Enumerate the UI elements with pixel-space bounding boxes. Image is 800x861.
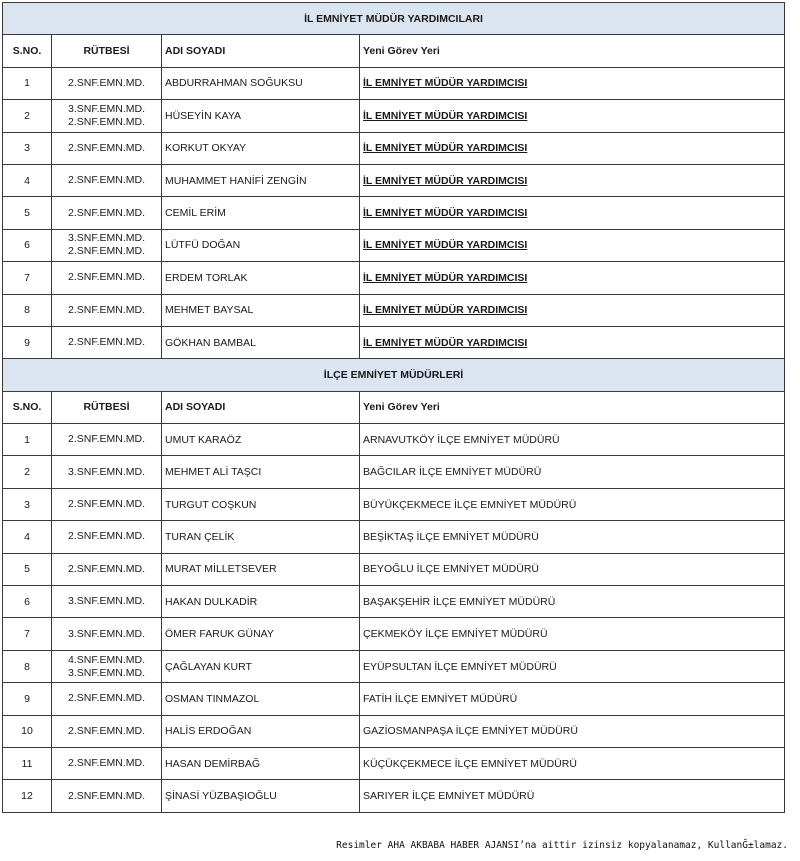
rank-cell <box>52 197 162 229</box>
column-header-row <box>3 35 785 67</box>
serial-number-cell: 7 <box>3 618 52 650</box>
rank-line: 2.SNF.EMN.MD. <box>67 245 145 258</box>
table-row <box>3 521 785 553</box>
new-post-cell: BAĞCILAR İLÇE EMNİYET MÜDÜRÜ <box>360 456 785 488</box>
header-destination: Yeni Görev Yeri <box>360 391 785 423</box>
rank-cell <box>52 67 162 99</box>
rank-line: 2.SNF.EMN.MD. <box>67 115 145 128</box>
section-title-row <box>3 359 785 391</box>
column-header-row <box>3 391 785 423</box>
full-name-cell: HAKAN DULKADİR <box>162 586 360 618</box>
rank-line: 2.SNF.EMN.MD. <box>67 174 145 187</box>
serial-number-cell: 2 <box>3 100 52 132</box>
table-row <box>3 488 785 520</box>
rank-cell <box>52 650 162 682</box>
full-name-cell: ERDEM TORLAK <box>162 262 360 294</box>
rank-line: 2.SNF.EMN.MD. <box>67 498 145 511</box>
header-name: ADI SOYADI <box>162 35 360 67</box>
serial-number-cell: 2 <box>3 456 52 488</box>
new-post-cell: FATİH İLÇE EMNİYET MÜDÜRÜ <box>360 683 785 715</box>
rank-line: 2.SNF.EMN.MD. <box>67 206 145 219</box>
full-name-cell: HASAN DEMİRBAĞ <box>162 747 360 779</box>
new-post-cell: EYÜPSULTAN İLÇE EMNİYET MÜDÜRÜ <box>360 650 785 682</box>
rank-cell <box>52 488 162 520</box>
rank-cell <box>52 294 162 326</box>
rank-line: 3.SNF.EMN.MD. <box>67 595 145 608</box>
serial-number-cell: 1 <box>3 424 52 456</box>
new-post-cell: ARNAVUTKÖY İLÇE EMNİYET MÜDÜRÜ <box>360 424 785 456</box>
full-name-cell: UMUT KARAÖZ <box>162 424 360 456</box>
table-row <box>3 715 785 747</box>
table-row <box>3 132 785 164</box>
rank-line: 3.SNF.EMN.MD. <box>67 232 145 245</box>
rank-cell <box>52 456 162 488</box>
rank-line: 3.SNF.EMN.MD. <box>67 666 145 679</box>
header-name: ADI SOYADI <box>162 391 360 423</box>
serial-number-cell: 9 <box>3 326 52 358</box>
rank-cell <box>52 326 162 358</box>
new-post-cell: SARIYER İLÇE EMNİYET MÜDÜRÜ <box>360 780 785 812</box>
rank-cell <box>52 780 162 812</box>
rank-cell <box>52 553 162 585</box>
rank-line: 2.SNF.EMN.MD. <box>67 76 145 89</box>
new-post-cell: BAŞAKŞEHİR İLÇE EMNİYET MÜDÜRÜ <box>360 586 785 618</box>
rank-line: 2.SNF.EMN.MD. <box>67 530 145 543</box>
rank-line: 2.SNF.EMN.MD. <box>67 336 145 349</box>
full-name-cell: CEMİL ERİM <box>162 197 360 229</box>
serial-number-cell: 8 <box>3 294 52 326</box>
new-post-cell: BEYOĞLU İLÇE EMNİYET MÜDÜRÜ <box>360 553 785 585</box>
full-name-cell: TURAN ÇELİK <box>162 521 360 553</box>
rank-line: 3.SNF.EMN.MD. <box>67 102 145 115</box>
table-row <box>3 650 785 682</box>
header-rank: RÜTBESİ <box>52 391 162 423</box>
serial-number-cell: 5 <box>3 553 52 585</box>
rank-cell <box>52 618 162 650</box>
rank-cell <box>52 683 162 715</box>
new-post-cell: İL EMNİYET MÜDÜR YARDIMCISI <box>360 164 785 196</box>
full-name-cell: KORKUT OKYAY <box>162 132 360 164</box>
serial-number-cell: 6 <box>3 586 52 618</box>
new-post-cell: İL EMNİYET MÜDÜR YARDIMCISI <box>360 100 785 132</box>
full-name-cell: ABDURRAHMAN SOĞUKSU <box>162 67 360 99</box>
section-title: İLÇE EMNİYET MÜDÜRLERİ <box>3 359 785 391</box>
table-row <box>3 553 785 585</box>
rank-line: 2.SNF.EMN.MD. <box>67 433 145 446</box>
new-post-cell: İL EMNİYET MÜDÜR YARDIMCISI <box>360 67 785 99</box>
appointments-table <box>2 2 785 813</box>
new-post-cell: BÜYÜKÇEKMECE İLÇE EMNİYET MÜDÜRÜ <box>360 488 785 520</box>
serial-number-cell: 4 <box>3 164 52 196</box>
rank-cell <box>52 521 162 553</box>
header-sno: S.NO. <box>3 35 52 67</box>
rank-line: 2.SNF.EMN.MD. <box>67 141 145 154</box>
new-post-cell: İL EMNİYET MÜDÜR YARDIMCISI <box>360 262 785 294</box>
full-name-cell: HALİS ERDOĞAN <box>162 715 360 747</box>
serial-number-cell: 11 <box>3 747 52 779</box>
table-row <box>3 424 785 456</box>
serial-number-cell: 3 <box>3 488 52 520</box>
full-name-cell: HÜSEYİN KAYA <box>162 100 360 132</box>
serial-number-cell: 4 <box>3 521 52 553</box>
table-row <box>3 586 785 618</box>
full-name-cell: MUHAMMET HANİFİ ZENGİN <box>162 164 360 196</box>
header-destination: Yeni Görev Yeri <box>360 35 785 67</box>
new-post-cell: KÜÇÜKÇEKMECE İLÇE EMNİYET MÜDÜRÜ <box>360 747 785 779</box>
serial-number-cell: 5 <box>3 197 52 229</box>
rank-cell <box>52 586 162 618</box>
rank-cell <box>52 262 162 294</box>
table-row <box>3 229 785 261</box>
rank-line: 3.SNF.EMN.MD. <box>67 627 145 640</box>
full-name-cell: ŞİNASİ YÜZBAŞIOĞLU <box>162 780 360 812</box>
rank-cell <box>52 164 162 196</box>
serial-number-cell: 8 <box>3 650 52 682</box>
new-post-cell: İL EMNİYET MÜDÜR YARDIMCISI <box>360 132 785 164</box>
table-row <box>3 780 785 812</box>
full-name-cell: GÖKHAN BAMBAL <box>162 326 360 358</box>
table-row <box>3 747 785 779</box>
rank-line: 2.SNF.EMN.MD. <box>67 303 145 316</box>
copyright-caption: Resimler AHA AKBABA HABER AJANSI’na aittir izinsiz kopyalanamaz, KullanĞ±lamaz. <box>336 840 788 851</box>
new-post-cell: ÇEKMEKÖY İLÇE EMNİYET MÜDÜRÜ <box>360 618 785 650</box>
table-row <box>3 326 785 358</box>
rank-cell <box>52 715 162 747</box>
rank-line: 2.SNF.EMN.MD. <box>67 724 145 737</box>
serial-number-cell: 6 <box>3 229 52 261</box>
rank-line: 2.SNF.EMN.MD. <box>67 692 145 705</box>
serial-number-cell: 12 <box>3 780 52 812</box>
table-row <box>3 100 785 132</box>
serial-number-cell: 3 <box>3 132 52 164</box>
rank-line: 3.SNF.EMN.MD. <box>67 465 145 478</box>
serial-number-cell: 10 <box>3 715 52 747</box>
rank-line: 2.SNF.EMN.MD. <box>67 757 145 770</box>
full-name-cell: MURAT MİLLETSEVER <box>162 553 360 585</box>
table-row <box>3 456 785 488</box>
table-row <box>3 164 785 196</box>
rank-cell <box>52 229 162 261</box>
full-name-cell: LÜTFÜ DOĞAN <box>162 229 360 261</box>
full-name-cell: ÖMER FARUK GÜNAY <box>162 618 360 650</box>
table-row <box>3 294 785 326</box>
full-name-cell: ÇAĞLAYAN KURT <box>162 650 360 682</box>
new-post-cell: İL EMNİYET MÜDÜR YARDIMCISI <box>360 326 785 358</box>
section-title: İL EMNİYET MÜDÜR YARDIMCILARI <box>3 3 785 35</box>
rank-cell <box>52 424 162 456</box>
appointments-table-body <box>3 3 785 813</box>
new-post-cell: İL EMNİYET MÜDÜR YARDIMCISI <box>360 197 785 229</box>
rank-line: 4.SNF.EMN.MD. <box>67 653 145 666</box>
serial-number-cell: 9 <box>3 683 52 715</box>
full-name-cell: TURGUT COŞKUN <box>162 488 360 520</box>
new-post-cell: GAZİOSMANPAŞA İLÇE EMNİYET MÜDÜRÜ <box>360 715 785 747</box>
serial-number-cell: 7 <box>3 262 52 294</box>
full-name-cell: MEHMET ALİ TAŞCI <box>162 456 360 488</box>
header-rank: RÜTBESİ <box>52 35 162 67</box>
rank-line: 2.SNF.EMN.MD. <box>67 789 145 802</box>
rank-cell <box>52 747 162 779</box>
table-row <box>3 683 785 715</box>
rank-cell <box>52 132 162 164</box>
section-title-row <box>3 3 785 35</box>
table-row <box>3 618 785 650</box>
table-row <box>3 197 785 229</box>
full-name-cell: OSMAN TINMAZOL <box>162 683 360 715</box>
new-post-cell: İL EMNİYET MÜDÜR YARDIMCISI <box>360 294 785 326</box>
serial-number-cell: 1 <box>3 67 52 99</box>
rank-line: 2.SNF.EMN.MD. <box>67 271 145 284</box>
header-sno: S.NO. <box>3 391 52 423</box>
full-name-cell: MEHMET BAYSAL <box>162 294 360 326</box>
rank-line: 2.SNF.EMN.MD. <box>67 562 145 575</box>
rank-cell <box>52 100 162 132</box>
new-post-cell: İL EMNİYET MÜDÜR YARDIMCISI <box>360 229 785 261</box>
table-row <box>3 262 785 294</box>
table-row <box>3 67 785 99</box>
new-post-cell: BEŞİKTAŞ İLÇE EMNİYET MÜDÜRÜ <box>360 521 785 553</box>
